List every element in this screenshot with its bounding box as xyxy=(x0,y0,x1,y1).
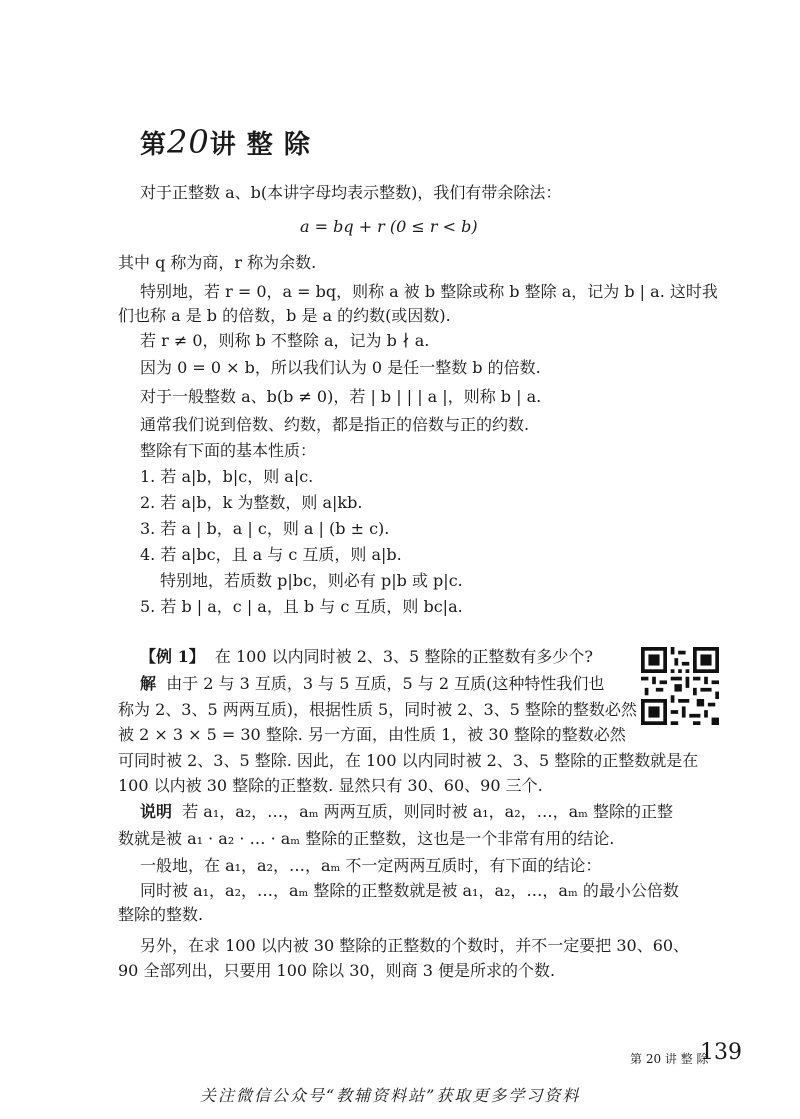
lecture-number: 20 xyxy=(167,123,210,161)
solution-line: 可同时被 2、3、5 整除. 因此，在 100 以内同时被 2、3、5 整除的正整数就是在 xyxy=(118,751,699,770)
note-line: 90 全部列出，只要用 100 除以 30，则商 3 便是所求的个数. xyxy=(118,961,556,980)
solution-label: 解 xyxy=(140,674,157,693)
solution-line: 被 2 × 3 × 5 = 30 整除. 另一方面，由性质 1，被 30 整除的整数必然 xyxy=(118,725,626,744)
solution-line: 称为 2、3、5 两两互质)，根据性质 5，同时被 2、3、5 整除的整数必然 xyxy=(118,700,637,719)
example-question: 【例 1】 在 100 以内同时被 2、3、5 整除的正整数有多少个? xyxy=(140,647,593,666)
note-line: 同时被 a₁，a₂，…，aₘ 整除的正整数就是被 a₁，a₂，…，aₘ 的最小公倍数 xyxy=(140,881,679,900)
solution-line: 100 以内被 30 整除的正整数. 显然只有 30、60、90 三个. xyxy=(118,776,543,795)
page-title: 第20讲 整 除 xyxy=(140,123,311,161)
example-label: 【例 1】 xyxy=(140,647,205,666)
note-label: 说明 xyxy=(140,802,173,821)
note-line: 说明 若 a₁，a₂，…，aₘ 两两互质，则同时被 a₁，a₂，…，aₘ 整除的正整 xyxy=(140,802,674,821)
property-item: 5. 若 b | a，c | a，且 b 与 c 互质，则 bc|a. xyxy=(140,597,463,616)
property-item: 3. 若 a | b，a | c，则 a | (b ± c). xyxy=(140,519,390,538)
text-line: 们也称 a 是 b 的倍数，b 是 a 的约数(或因数). xyxy=(118,306,451,325)
text-line: 若 r ≠ 0，则称 b 不整除 a，记为 b ∤ a. xyxy=(140,331,430,350)
text-line: 整除有下面的基本性质： xyxy=(140,441,317,460)
text-line: 特别地，若 r = 0，a = bq，则称 a 被 b 整除或称 b 整除 a，记为 b | a. 这时我 xyxy=(140,282,718,301)
property-item: 1. 若 a|b，b|c，则 a|c. xyxy=(140,467,314,486)
note-line: 数就是被 a₁ · a₂ · … · aₘ 整除的正整数，这也是一个非常有用的结论. xyxy=(118,829,615,848)
qr-code-icon xyxy=(641,647,719,725)
division-formula: a = bq + r (0 ≤ r < b) xyxy=(300,217,478,236)
text-line: 其中 q 称为商，r 称为余数. xyxy=(118,253,317,272)
text-line: 通常我们说到倍数、约数，都是指正的倍数与正的约数. xyxy=(140,415,530,434)
text-line: 因为 0 = 0 × b，所以我们认为 0 是任一整数 b 的倍数. xyxy=(140,358,541,377)
note-line: 一般地，在 a₁，a₂，…，aₘ 不一定两两互质时，有下面的结论： xyxy=(140,856,602,875)
property-item: 4. 若 a|bc，且 a 与 c 互质，则 a|b. xyxy=(140,545,402,564)
page-number: 139 xyxy=(700,1040,742,1065)
text-line: 对于一般整数 a、b(b ≠ 0)，若 | b | | | a |，则称 b | a. xyxy=(140,387,542,406)
intro-text: 对于正整数 a、b(本讲字母均表示整数)，我们有带余除法： xyxy=(140,183,562,202)
property-item: 2. 若 a|b，k 为整数，则 a|kb. xyxy=(140,493,363,512)
solution-line: 解 由于 2 与 3 互质，3 与 5 互质，5 与 2 互质(这种特性我们也 xyxy=(140,674,605,693)
property-item: 特别地，若质数 p|bc，则必有 p|b 或 p|c. xyxy=(160,571,463,590)
running-footer: 第 20 讲 整 除 xyxy=(630,1052,709,1066)
watermark-text: 关注微信公众号“教辅资料站”获取更多学习资料 xyxy=(200,1086,581,1105)
note-line: 整除的整数. xyxy=(118,905,204,924)
note-line: 另外，在求 100 以内被 30 整除的正整数的个数时，并不一定要把 30、60、 xyxy=(140,936,690,955)
